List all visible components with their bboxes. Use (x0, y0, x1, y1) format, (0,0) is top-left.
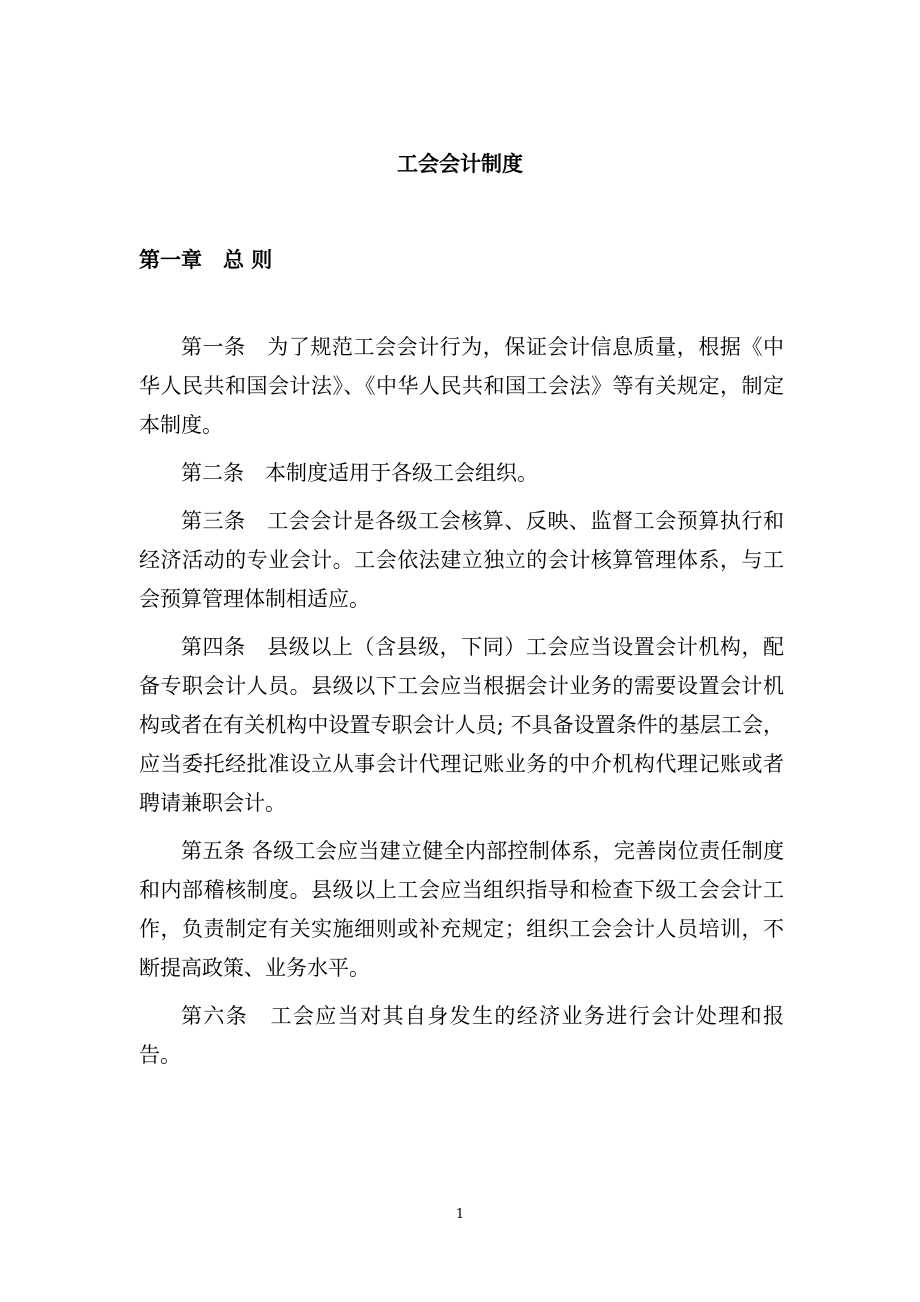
article-6: 第六条 工会应当对其自身发生的经济业务进行会计处理和报告。 (139, 1004, 784, 1067)
article-3: 第三条 工会会计是各级工会核算、反映、监督工会预算执行和经济活动的专业会计。工会依法建立独立的会计核算管理体系，与工会预算管理体制相适应。 (139, 509, 784, 611)
document-title: 工会会计制度 (397, 151, 523, 176)
article-5: 第五条 各级工会应当建立健全内部控制体系，完善岗位责任制度和内部稽核制度。县级以上工会应当组织指导和检查下级工会会计工作，负责制定有关实施细则或补充规定；组织工会会计人员培训，不断提高政策、业务水平。 (139, 839, 784, 980)
document-body (139, 328, 784, 1075)
page-number: 1 (455, 1207, 465, 1222)
article-2: 第二条 本制度适用于各级工会组织。 (181, 461, 538, 485)
article-1: 第一条 为了规范工会会计行为，保证会计信息质量，根据《中华人民共和国会计法》、《中华人民共和国工会法》等有关规定，制定本制度。 (139, 335, 784, 437)
chapter-heading: 第一章 总 则 (139, 247, 273, 272)
article-4: 第四条 县级以上（含县级，下同）工会应当设置会计机构，配备专职会计人员。县级以下工会应当根据会计业务的需要设置会计机构或者在有关机构中设置专职会计人员; 不具备设置条件的基层工会，应当委托经批准设立从事会计代理记账业务的中介机构代理记账或者聘请兼职会计。 (139, 635, 784, 815)
